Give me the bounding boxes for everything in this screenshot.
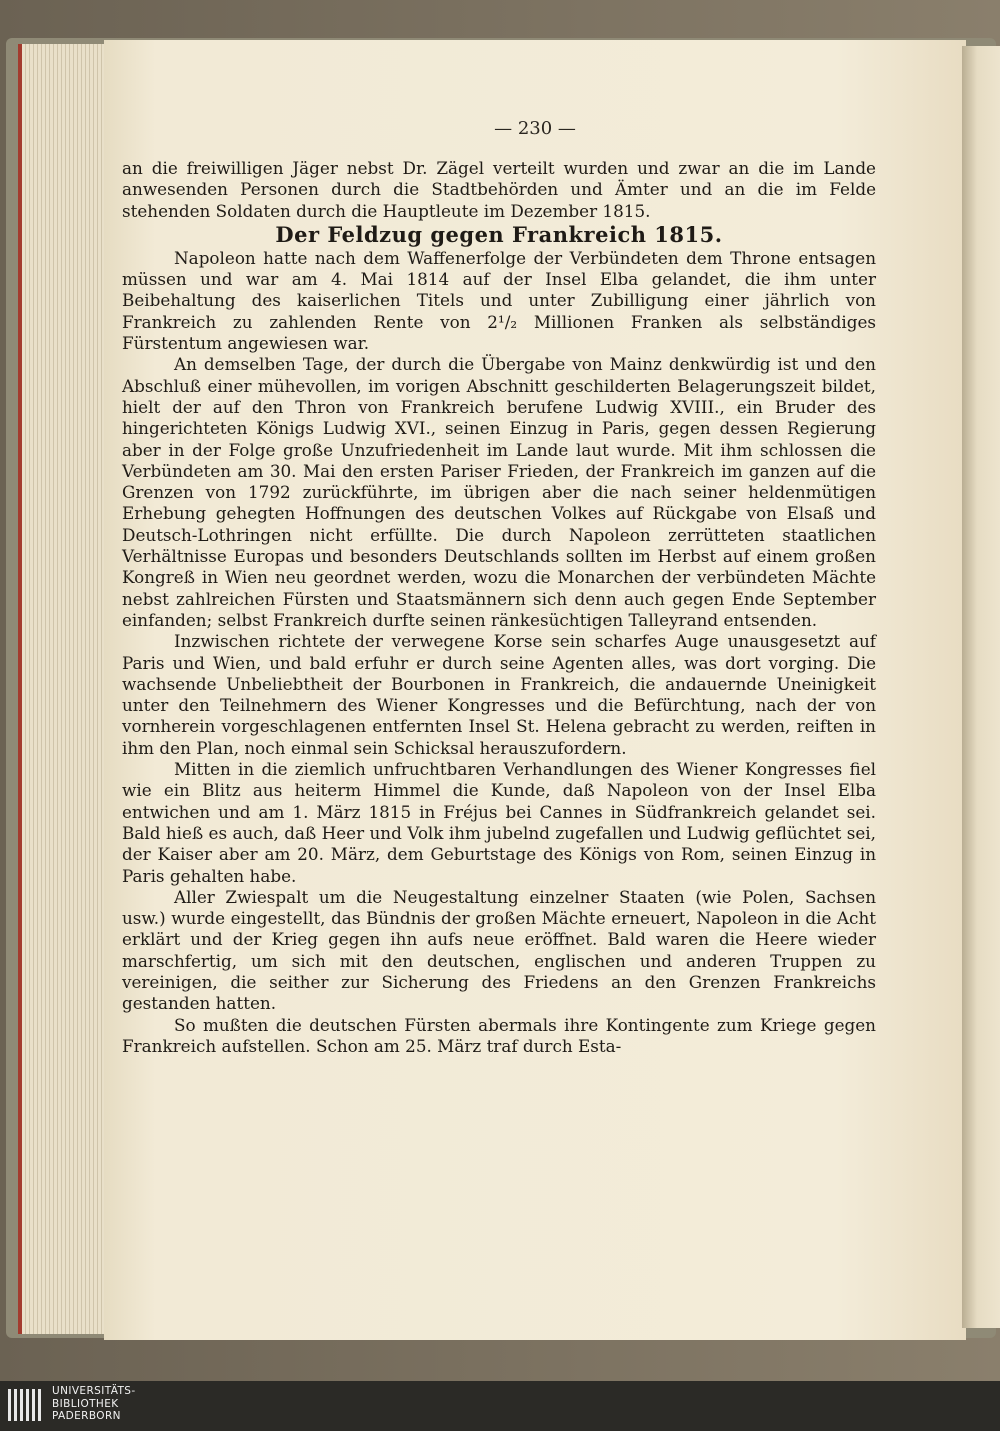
paragraph-3: An demselben Tage, der durch die Übergabe von Mainz denkwürdig ist und den Abschluß einer mühevollen, im vorigen Abschnitt geschilderten Belagerungszeit bildet, hielt der auf den Thron von Frankreich berufene Ludwig XVIII., ein Bruder des hingerichteten Königs Ludwig XVI., seinen Einzug in Paris, gegen dessen Regierung aber in der Folge große Unzufriedenheit im Lande laut wurde. Mit ihm schlossen die Verbündeten am 30. Mai den ersten Pariser Frieden, der Frankreich im ganzen auf die Grenzen von 1792 zurückführte, im übrigen aber die nach seiner heldenmütigen Erhebung gehegten Hoffnungen des deutschen Volkes auf Rückgabe von Elsaß und Deutsch-Lothringen nicht erfüllte. Die durch Napoleon zerrütteten staatlichen Verhältnisse Europas und besonders Deutschlands sollten im Herbst auf einem großen Kongreß in Wien neu geordnet werden, wozu die Monarchen der verbündeten Mächte nebst zahlreichen Fürsten und Staatsmännern sich denn auch gegen Ende September einfanden; selbst Frankreich durfte seinen ränkesüchtigen Talleyrand entsenden. xyxy=(122,354,876,630)
library-name xyxy=(52,1385,136,1423)
paragraph-4: Inzwischen richtete der verwegene Korse sein scharfes Auge unausgesetzt auf Paris und Wien, und bald erfuhr er durch seine Agenten alles, was dort vorging. Die wachsende Unbeliebtheit der Bourbonen in Frankreich, die andauernde Uneinigkeit unter den Teilnehmern des Wiener Kongresses und die Befürchtung, nach der von vornherein vorgeschlagenen entfernten Insel St. Helena gebracht zu werden, reiften in ihm den Plan, noch einmal sein Schicksal herauszufordern. xyxy=(122,631,876,758)
library-footer xyxy=(0,1381,1000,1431)
library-stripes-logo-icon xyxy=(8,1387,44,1423)
chapter-heading: Der Feldzug gegen Frankreich 1815. xyxy=(275,221,723,247)
library-name-line-1: UNIVERSITÄTS- xyxy=(52,1385,136,1397)
paragraph-2: Napoleon hatte nach dem Waffenerfolge der Verbündeten dem Throne entsagen müssen und war am 4. Mai 1814 auf der Insel Elba gelandet, die ihm unter Beibehaltung des kaiserlichen Titels und unter Zubilligung einer jährlich von Frankreich zu zahlenden Rente von 2¹/₂ Millionen Franken als selbständiges Fürstentum angewiesen war. xyxy=(122,247,876,354)
library-name-line-3: PADERBORN xyxy=(52,1410,121,1422)
paragraph-6: Aller Zwiespalt um die Neugestaltung einzelner Staaten (wie Polen, Sachsen usw.) wurde eingestellt, das Bündnis der großen Mächte erneuert, Napoleon in die Acht erklärt und der Krieg gegen ihn aufs neue eröffnet. Bald waren die Heere wieder marschfertig, um sich mit den deutschen, englischen und anderen Truppen zu vereinigen, die seither zur Sicherung des Friedens an den Grenzen Frankreichs gestanden hatten. xyxy=(122,886,876,1014)
library-name-line-2: BIBLIOTHEK xyxy=(52,1397,119,1410)
page-number: — 230 — xyxy=(494,118,576,139)
paragraph-5: Mitten in die ziemlich unfruchtbaren Verhandlungen des Wiener Kongresses fiel wie ein Blitz aus heiterm Himmel die Kunde, daß Napoleon von der Insel Elba entwichen und am 1. März 1815 in Fréjus bei Cannes in Südfrankreich gelandet sei. Bald hieß es auch, daß Heer und Volk ihm jubelnd zugefallen und Ludwig geflüchtet sei, der Kaiser aber am 20. März, dem Geburtstage des Königs von Rom, seinen Einzug in Paris gehalten habe. xyxy=(122,759,876,886)
paragraph-7: So mußten die deutschen Fürsten abermals ihre Kontingente zum Kriege gegen Frankreich aufstellen. Schon am 25. März traf durch Esta- xyxy=(122,1014,876,1056)
next-page-edge xyxy=(962,46,1000,1328)
page-text xyxy=(122,158,876,1057)
paragraph-0: an die freiwilligen Jäger nebst Dr. Zägel verteilt wurden und zwar an die im Lande anwesenden Personen durch die Stadtbehörden und Ämter und an die im Felde stehenden Soldaten durch die Hauptleute im Dezember 1815. xyxy=(122,158,876,221)
